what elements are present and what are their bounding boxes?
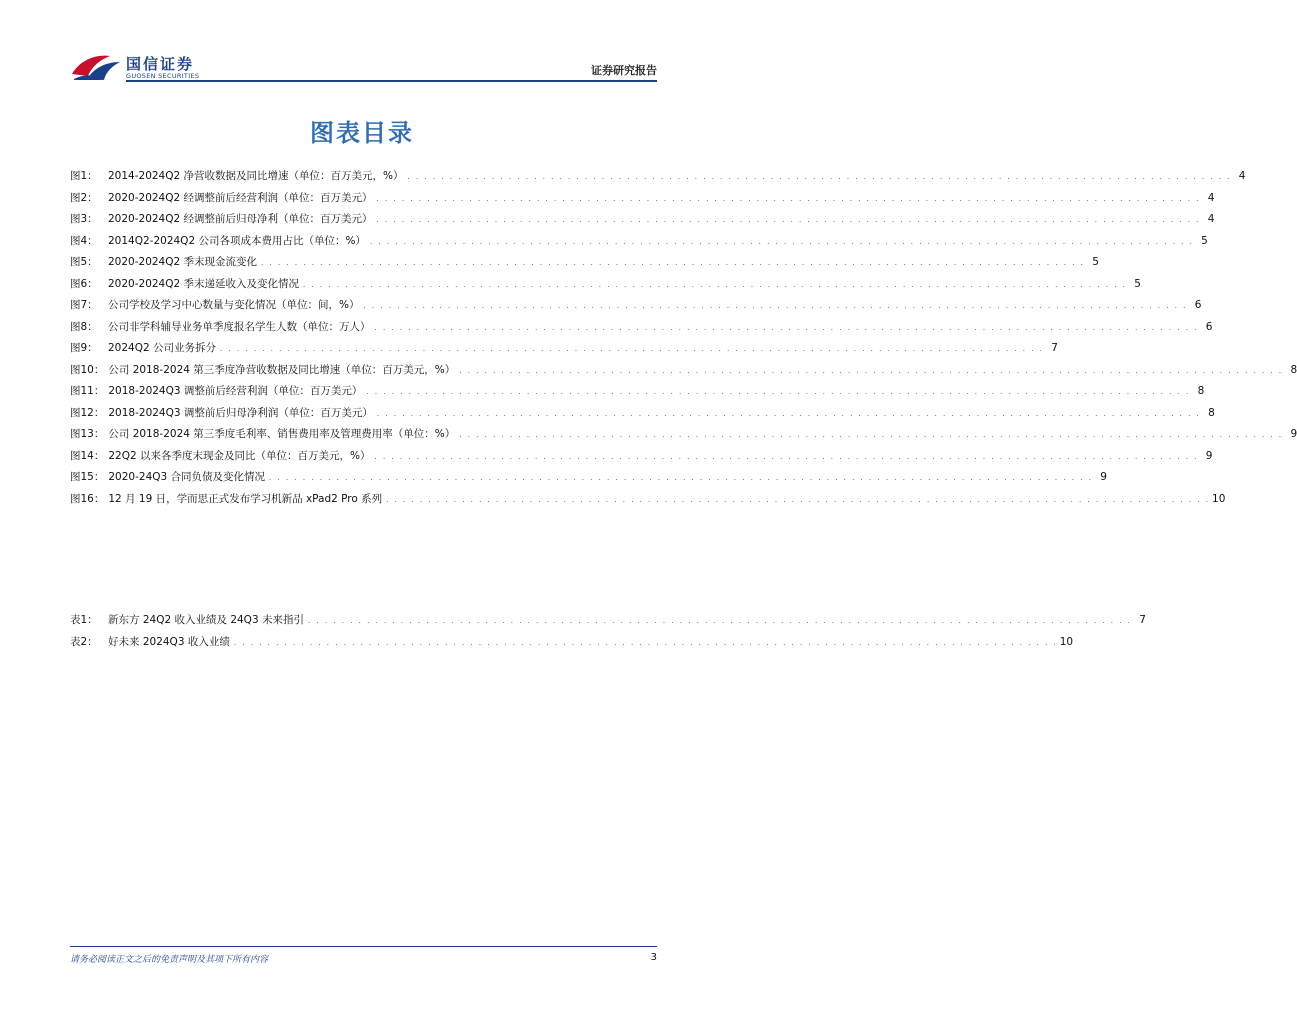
dot-leader [366, 388, 1192, 396]
report-type-label: 证券研究报告 [591, 64, 657, 77]
dot-leader [220, 345, 1046, 353]
entry-title: 2020-2024Q2 季末现金流变化 [108, 256, 258, 268]
entry-page-number: 10 [1212, 492, 1226, 505]
figure-toc-entry[interactable] [70, 405, 1215, 427]
entry-title: 2018-2024Q3 调整前后经营利润（单位：百万美元） [108, 385, 363, 397]
figure-toc-entry[interactable] [70, 233, 1208, 255]
figure-toc-entry[interactable] [70, 383, 1205, 405]
entry-page-number: 6 [1194, 299, 1202, 311]
logo-text-en: GUOSEN SECURITIES [126, 72, 200, 80]
dot-leader [261, 259, 1087, 267]
entry-page-number: 9 [1205, 449, 1213, 462]
entry-title: 2018-2024Q3 调整前后归母净利润（单位：百万美元） [108, 406, 373, 419]
entry-page-number: 4 [1238, 170, 1246, 182]
figure-toc-entry[interactable] [70, 426, 1297, 448]
entry-page-number: 5 [1134, 277, 1141, 290]
dot-leader [303, 281, 1129, 289]
entry-label: 图15： [70, 471, 105, 483]
dot-leader [375, 324, 1201, 332]
entry-label: 图14： [70, 449, 105, 462]
figure-toc-entry[interactable] [70, 297, 1202, 319]
figure-toc-entry[interactable] [70, 276, 1141, 298]
entry-label: 图7： [70, 299, 98, 311]
dot-leader [308, 617, 1134, 625]
figure-toc-entry[interactable] [70, 168, 1246, 190]
entry-page-number: 5 [1201, 234, 1208, 247]
figure-toc-entry[interactable] [70, 190, 1215, 212]
entry-title: 2020-2024Q2 经调整前后经营利润（单位：百万美元） [108, 191, 373, 204]
entry-title: 公司 2018-2024 第三季度毛利率、销售费用率及管理费用率（单位：%） [108, 428, 456, 440]
dot-leader [377, 195, 1203, 203]
figure-toc-entry[interactable] [70, 362, 1297, 384]
entry-title: 22Q2 以来各季度末现金及同比（单位：百万美元，%） [108, 449, 371, 462]
entry-title: 2020-2024Q2 经调整前后归母净利（单位：百万美元） [108, 213, 373, 225]
entry-title: 公司非学科辅导业务单季度报名学生人数（单位：万人） [108, 320, 371, 333]
entry-title: 2020-2024Q2 季末递延收入及变化情况 [108, 277, 300, 290]
figure-list [70, 168, 1297, 512]
entry-label: 图4： [70, 234, 98, 247]
logo-text-cn: 国信证券 [126, 55, 195, 73]
dot-leader [370, 238, 1196, 246]
footer-disclaimer[interactable]: 请务必阅读正文之后的免责声明及其项下所有内容 [70, 955, 269, 965]
entry-label: 图13： [70, 428, 105, 440]
figure-toc-entry[interactable] [70, 340, 1058, 362]
entry-page-number: 5 [1092, 256, 1099, 268]
dot-leader [459, 431, 1285, 439]
dot-leader [363, 302, 1189, 310]
entry-title: 好未来 2024Q3 收入业绩 [108, 635, 230, 648]
dot-leader [408, 173, 1234, 181]
table-toc-entry[interactable] [70, 612, 1146, 634]
entry-label: 图11： [70, 385, 105, 397]
entry-label: 图5： [70, 256, 98, 268]
dot-leader [386, 496, 1212, 504]
dot-leader [234, 639, 1060, 647]
page-header [70, 50, 657, 86]
dot-leader [459, 367, 1285, 375]
figure-toc-entry[interactable] [70, 211, 1215, 233]
entry-label: 图16： [70, 492, 105, 505]
entry-title: 2024Q2 公司业务拆分 [108, 342, 217, 354]
entry-title: 2014Q2-2024Q2 公司各项成本费用占比（单位：%） [108, 234, 366, 247]
entry-title: 2020-24Q3 合同负债及变化情况 [108, 471, 266, 483]
entry-title: 新东方 24Q2 收入业绩及 24Q3 未来指引 [108, 614, 304, 626]
entry-page-number: 10 [1059, 635, 1074, 648]
entry-page-number: 7 [1139, 614, 1146, 626]
entry-page-number: 4 [1207, 191, 1215, 204]
entry-page-number: 9 [1100, 471, 1107, 483]
entry-title: 2014-2024Q2 净营收数据及同比增速（单位：百万美元，%） [108, 170, 404, 182]
entry-page-number: 6 [1205, 320, 1213, 333]
entry-label: 图10： [70, 363, 105, 376]
entry-label: 图1： [70, 170, 98, 182]
entry-label: 图3： [70, 213, 98, 225]
entry-page-number: 4 [1207, 213, 1215, 225]
figure-toc-entry[interactable] [70, 469, 1107, 491]
footer-divider [70, 946, 657, 947]
figure-toc-entry[interactable] [70, 491, 1226, 513]
entry-label: 表2： [70, 635, 98, 648]
entry-title: 公司 2018-2024 第三季度净营收数据及同比增速（单位：百万美元，%） [108, 363, 456, 376]
entry-page-number: 8 [1290, 363, 1297, 376]
entry-page-number: 8 [1197, 385, 1205, 397]
entry-label: 图8： [70, 320, 98, 333]
dot-leader [375, 453, 1201, 461]
entry-label: 图12： [70, 406, 105, 419]
header-divider [126, 80, 657, 82]
entry-page-number: 9 [1290, 428, 1297, 440]
entry-page-number: 7 [1051, 342, 1058, 354]
dot-leader [377, 216, 1203, 224]
entry-label: 表1： [70, 614, 98, 626]
dot-leader [269, 474, 1095, 482]
entry-title: 公司学校及学习中心数量与变化情况（单位：间，%） [108, 299, 360, 311]
figure-toc-entry[interactable] [70, 254, 1099, 276]
table-list [70, 612, 1146, 655]
entry-label: 图9： [70, 342, 98, 354]
entry-page-number: 8 [1208, 406, 1215, 419]
dot-leader [377, 410, 1203, 418]
entry-title: 12 月 19 日，学而思正式发布学习机新品 xPad2 Pro 系列 [108, 492, 383, 505]
figure-toc-entry[interactable] [70, 319, 1213, 341]
page-number: 3 [650, 952, 657, 963]
entry-label: 图6： [70, 277, 98, 290]
guosen-logo-icon [70, 52, 122, 82]
figure-toc-entry[interactable] [70, 448, 1213, 470]
guosen-logo [70, 50, 210, 84]
page-title: 图表目录 [310, 119, 414, 147]
entry-label: 图2： [70, 191, 98, 204]
table-toc-entry[interactable] [70, 634, 1074, 656]
